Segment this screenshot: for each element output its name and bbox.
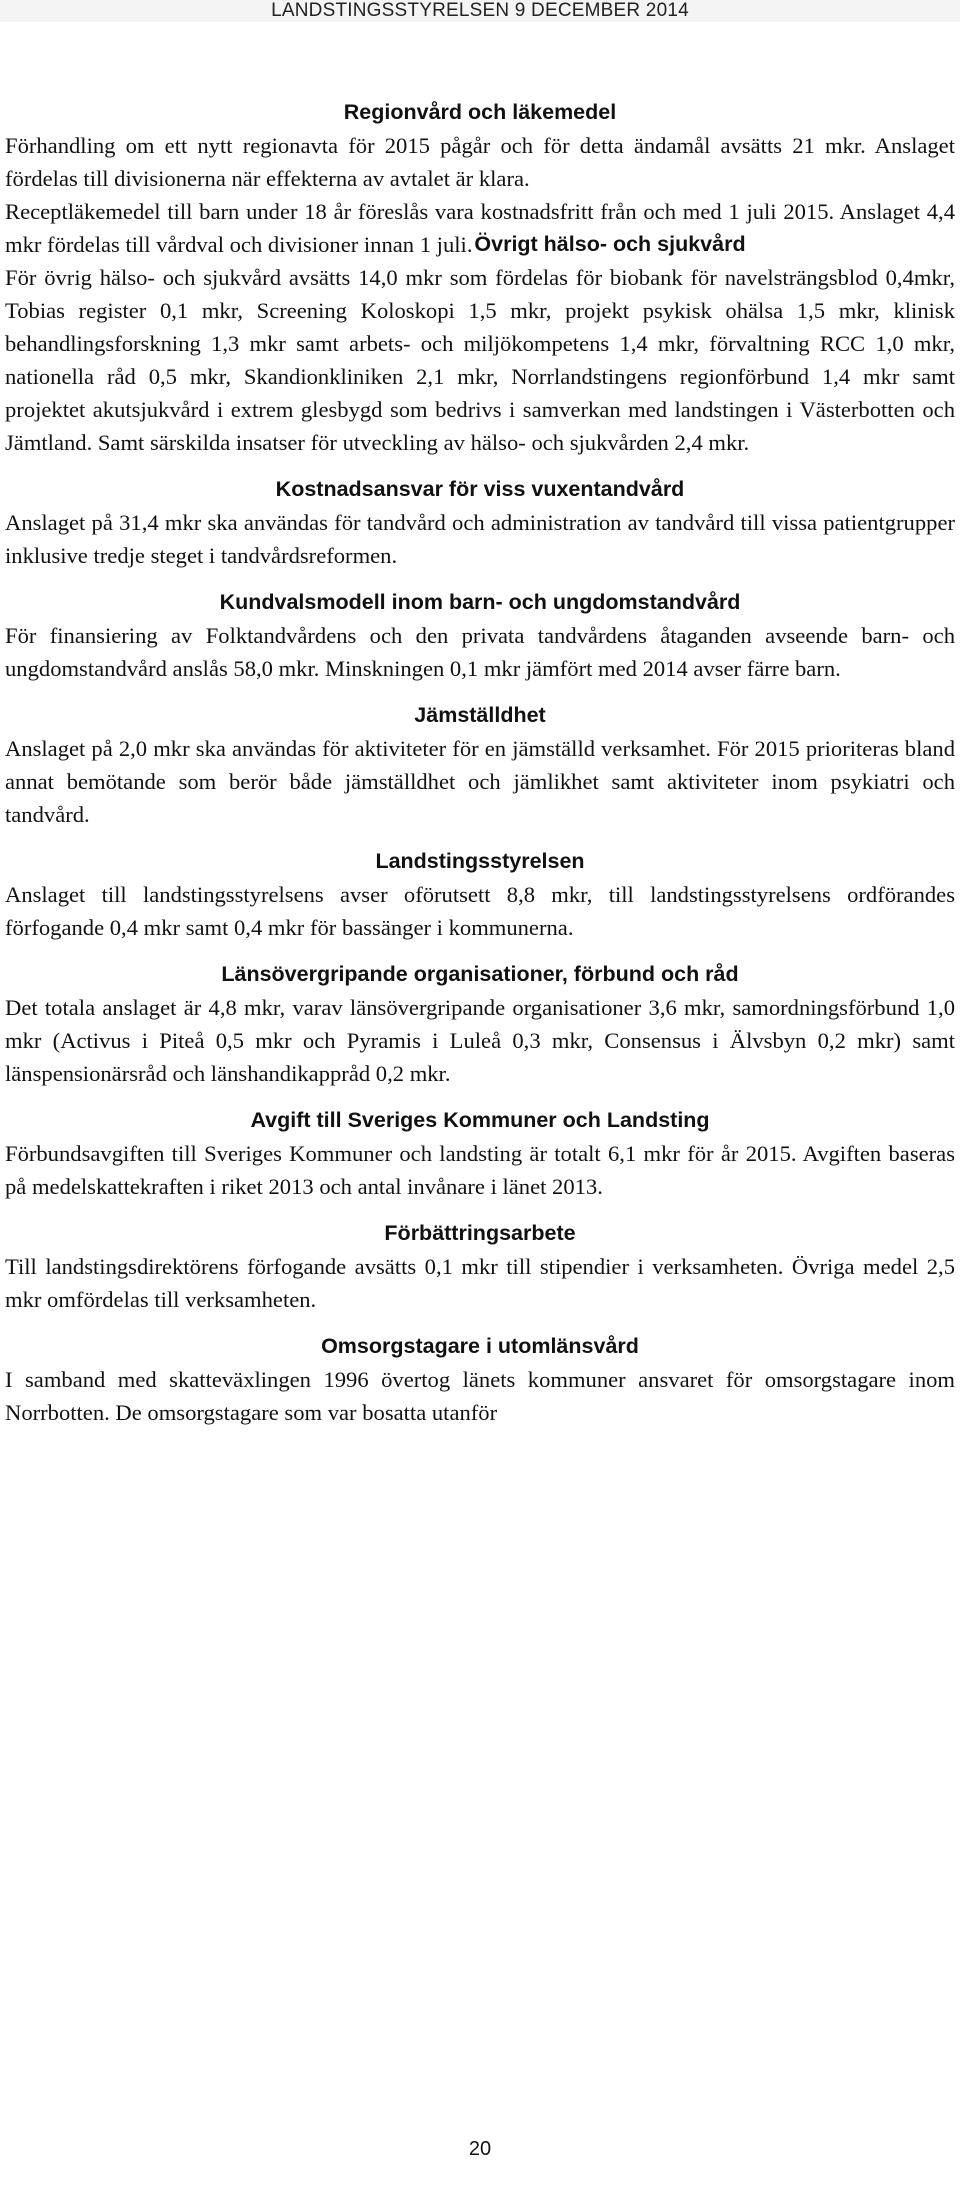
section-kundvalsmodell — [5, 586, 955, 685]
section-heading: Jämställdhet — [414, 703, 546, 727]
document-body — [0, 96, 960, 1429]
section-paragraph: För finansiering av Folktandvårdens och den privata tandvårdens åtaganden avseende barn- och ungdomstandvård anslås 58,0 mkr. Minskningen 0,1 mkr jämfört med 2014 avser färre barn. — [5, 623, 955, 681]
section-lansovergripande — [5, 958, 955, 1090]
section-paragraph: Det totala anslaget är 4,8 mkr, varav länsövergripande organisationer 3,6 mkr, samordningsförbund 1,0 mkr (Activus i Piteå 0,5 mkr och Pyramis i Luleå 0,3 mkr, Consensus i Älvsbyn 0,2 mkr) samt länspensionärsråd och länshandikappråd 0,2 mkr. — [5, 995, 955, 1086]
page-number: 20 — [468, 2138, 492, 2160]
section-paragraph: Förbundsavgiften till Sveriges Kommuner och landsting är totalt 6,1 mkr för år 2015. Avgiften baseras på medelskattekraften i riket 2013 och antal invånare i länet 2013. — [5, 1141, 955, 1199]
section-heading: Kostnadsansvar för viss vuxentandvård — [275, 477, 685, 501]
section-heading: Förbättringsarbete — [384, 1221, 576, 1245]
section-ovrigt-halso-sjukvard — [5, 228, 955, 459]
section-heading: Regionvård och läkemedel — [343, 100, 617, 124]
section-heading: Avgift till Sveriges Kommuner och Landsting — [250, 1108, 710, 1132]
section-paragraph: Anslaget på 2,0 mkr ska användas för aktiviteter för en jämställd verksamhet. För 2015 prioriteras bland annat bemötande som berör både jämställdhet och jämlikhet samt aktiviteter inom psykiatri och tandvård. — [5, 736, 955, 827]
section-heading: Kundvalsmodell inom barn- och ungdomstandvård — [219, 590, 741, 614]
section-heading: Länsövergripande organisationer, förbund och råd — [221, 962, 739, 986]
section-paragraph: Anslaget på 31,4 mkr ska användas för tandvård och administration av tandvård till vissa patientgrupper inklusive tredje steget i tandvårdsreformen. — [5, 510, 955, 568]
section-forbattringsarbete — [5, 1217, 955, 1316]
section-paragraph: Anslaget till landstingsstyrelsens avser oförutsett 8,8 mkr, till landstingsstyrelsens ordförandes förfogande 0,4 mkr samt 0,4 mkr för bassänger i kommunerna. — [5, 882, 955, 940]
section-kostnadsansvar-vuxentandvard — [5, 473, 955, 572]
section-landstingsstyrelsen — [5, 845, 955, 944]
section-heading: Omsorgstagare i utomlänsvård — [321, 1334, 639, 1358]
section-paragraph: För övrig hälso- och sjukvård avsätts 14,0 mkr som fördelas för biobank för navelsträngsblod 0,4mkr, Tobias register 0,1 mkr, Screening Koloskopi 1,5 mkr, projekt psykisk ohälsa 1,5 mkr, klinisk behandlingsforskning 1,3 mkr samt arbets- och miljökompetens 1,4 mkr, förvaltning RCC 1,0 mkr, nationella råd 0,5 mkr, Skandionkliniken 2,1 mkr, Norrlandstingens regionförbund 1,4 mkr samt projektet akutsjukvård i extrem glesbygd som bedrivs i samverkan med landstingen i Västerbotten och Jämtland. Samt särskilda insatser för utveckling av hälso- och sjukvården 2,4 mkr. — [5, 265, 955, 455]
running-header: LANDSTINGSSTYRELSEN 9 DECEMBER 2014 — [0, 0, 960, 22]
section-avgift-skl — [5, 1104, 955, 1203]
section-heading: Övrigt hälso- och sjukvård — [474, 232, 746, 256]
section-heading: Landstingsstyrelsen — [375, 849, 585, 873]
section-paragraph: Receptläkemedel till barn under 18 år föreslås vara kostnadsfritt från och med 1 juli 2015. Anslaget 4,4 mkr fördelas till vårdval och divisioner innan 1 juli. — [5, 199, 955, 257]
section-paragraph: Förhandling om ett nytt regionavta för 2015 pågår och för detta ändamål avsätts 21 mkr. Anslaget fördelas till divisionerna när effekterna av avtalet är klara. — [5, 133, 955, 191]
section-jamstalldhet — [5, 699, 955, 831]
section-paragraph: I samband med skatteväxlingen 1996 övertog länets kommuner ansvaret för omsorgstagare inom Norrbotten. De omsorgstagare som var bosatta utanför — [5, 1367, 955, 1425]
section-paragraph: Till landstingsdirektörens förfogande avsätts 0,1 mkr till stipendier i verksamheten. Övriga medel 2,5 mkr omfördelas till verksamheten. — [5, 1254, 955, 1312]
section-omsorgstagare — [5, 1330, 955, 1429]
